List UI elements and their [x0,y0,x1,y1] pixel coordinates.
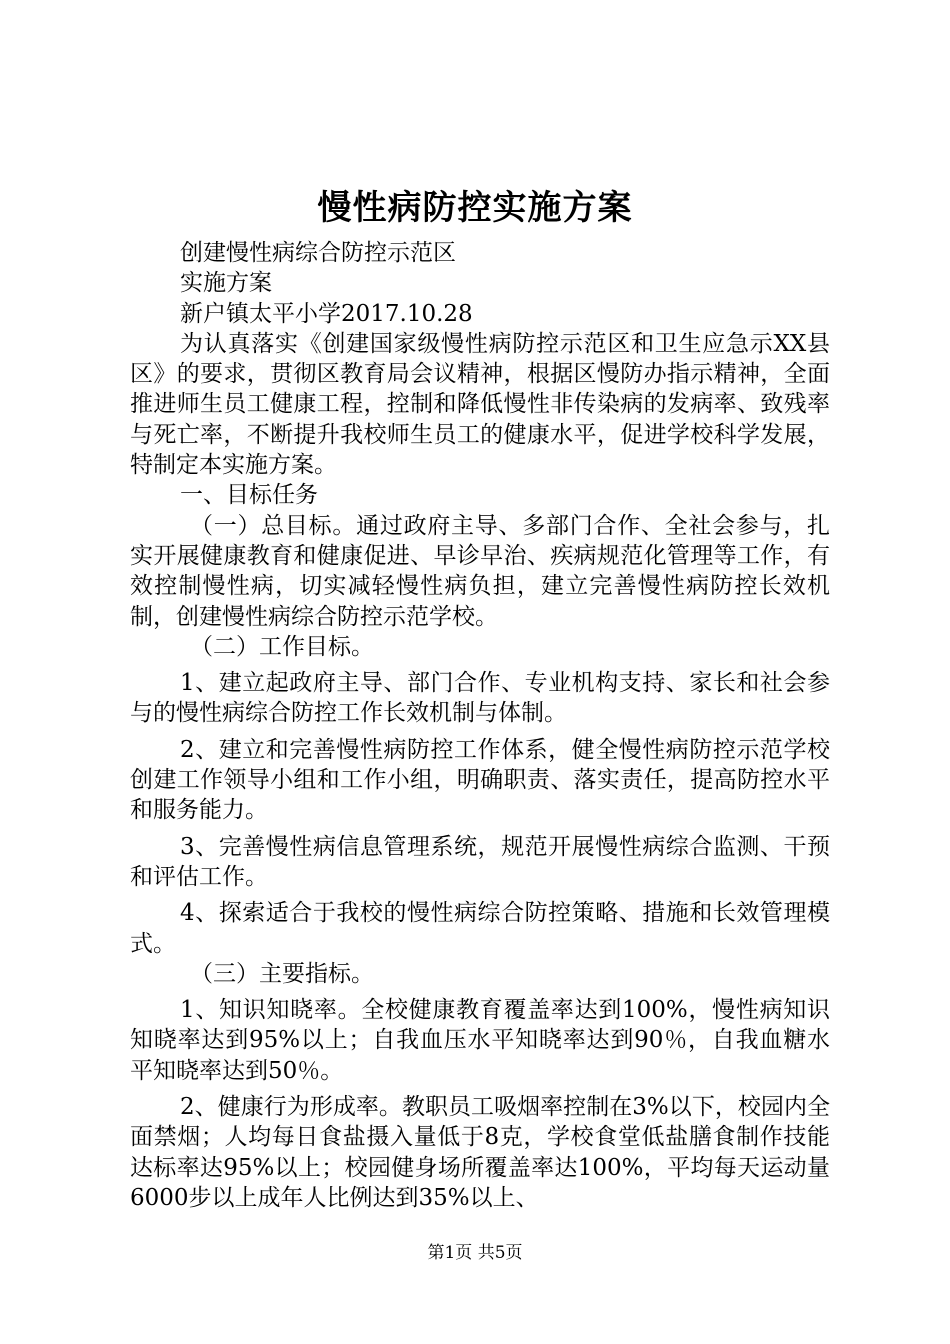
document-title: 慢性病防控实施方案 [317,188,633,228]
paragraph: 为认真落实《创建国家级慢性病防控示范区和卫生应急示XX县区》的要求，贯彻区教育局会议精神，根据区慢防办指示精神，全面推进师生员工健康工程，控制和降低慢性非传染病的发病率、致残率与死亡率，不断提升我校师生员工的健康水平，促进学校科学发展，特制定本实施方案。 [130,330,830,479]
subsection-heading: （二）工作目标。 [190,633,374,660]
paragraph: 4、探索适合于我校的慢性病综合防控策略、措施和长效管理模式。 [130,900,830,957]
section-heading: 一、目标任务 [180,482,318,509]
paragraph: 2、建立和完善慢性病防控工作体系，健全慢性病防控示范学校创建工作领导小组和工作小组，明确职责、落实责任，提高防控水平和服务能力。 [130,736,830,824]
paragraph: 1、知识知晓率。全校健康教育覆盖率达到100%，慢性病知识知晓率达到95%以上；自我血压水平知晓率达到90％，自我血糖水平知晓率达到50％。 [130,997,830,1084]
paragraph: 2、健康行为形成率。教职员工吸烟率控制在3%以下，校园内全面禁烟；人均每日食盐摄入量低于8克，学校食堂低盐膳食制作技能达标率达95%以上；校园健身场所覆盖率达100%，平均每天运动量6000步以上成年人比例达到35%以上、 [130,1094,830,1211]
subtitle-line: 创建慢性病综合防控示范区 [180,240,456,266]
subtitle-line: 实施方案 [180,270,272,297]
author-date-line: 新户镇太平小学2017.10.28 [180,300,473,327]
paragraph: 3、完善慢性病信息管理系统，规范开展慢性病综合监测、干预和评估工作。 [130,833,830,890]
page-number: 第1页 共5页 [427,1243,523,1263]
subsection-heading: （三）主要指标。 [190,960,374,987]
paragraph: 1、建立起政府主导、部门合作、专业机构支持、家长和社会参与的慢性病综合防控工作长效机制与体制。 [130,670,830,727]
document-body [130,238,830,1213]
paragraph: （一）总目标。通过政府主导、多部门合作、全社会参与，扎实开展健康教育和健康促进、早诊早治、疾病规范化管理等工作，有效控制慢性病，切实减轻慢性病负担，建立完善慢性病防控长效机制，创建慢性病综合防控示范学校。 [130,512,830,630]
